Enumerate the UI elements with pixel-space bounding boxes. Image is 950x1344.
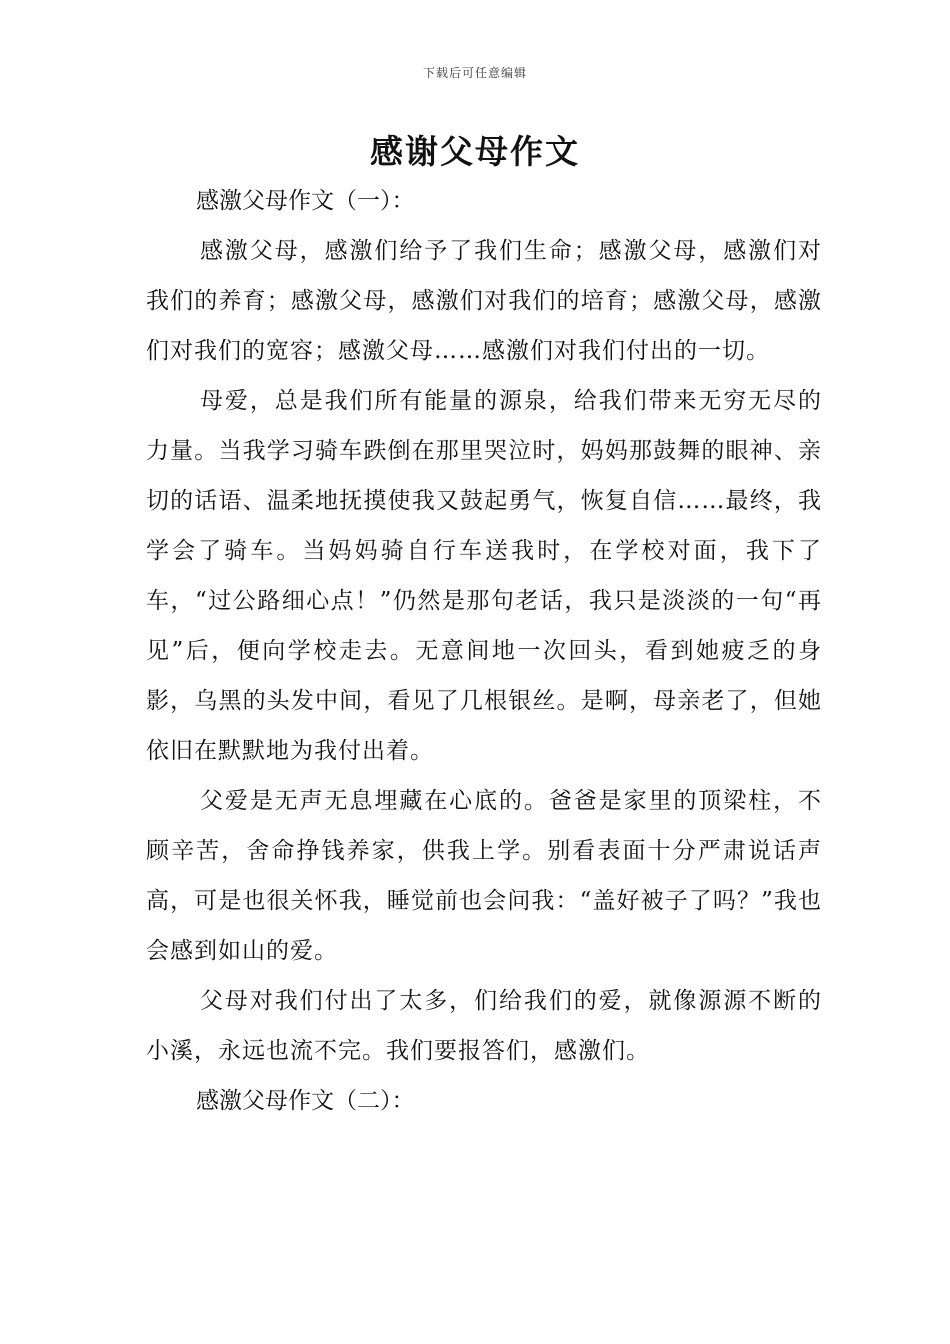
document-title: 感谢父母作文 <box>370 132 580 171</box>
header-note: 下载后可任意编辑 <box>422 66 527 80</box>
paragraph-1: 感激父母，感激们给予了我们生命；感激父母，感激们对我们的养育；感激父母，感激们对我们的培育；感激父母，感激们对我们的宽容；感激父母……感激们对我们付出的一切。 <box>146 238 822 364</box>
paragraph-2: 母爱，总是我们所有能量的源泉，给我们带来无穷无尽的力量。当我学习骑车跌倒在那里哭泣时，妈妈那鼓舞的眼神、亲切的话语、温柔地抚摸使我又鼓起勇气，恢复自信……最终，我学会了骑车。当妈妈骑自行车送我时，在学校对面，我下了车，“过公路细心点！”仍然是那句老话，我只是淡淡的一句“再见”后，便向学校走去。无意间地一次回头，看到她疲乏的身影，乌黑的头发中间，看见了几根银丝。是啊，母亲老了，但她依旧在默默地为我付出着。 <box>146 388 822 764</box>
paragraph-3: 父爱是无声无息埋藏在心底的。爸爸是家里的顶梁柱，不顾辛苦，舍命挣钱养家，供我上学。别看表面十分严肃说话声高，可是也很关怀我，睡觉前也会问我：“盖好被子了吗？”我也会感到如山的爱。 <box>146 788 822 964</box>
section-heading-1: 感激父母作文（一）： <box>196 188 415 214</box>
paragraph-4: 父母对我们付出了太多，们给我们的爱，就像源源不断的小溪，永远也流不完。我们要报答们，感激们。 <box>146 988 822 1064</box>
section-heading-2: 感激父母作文（二）： <box>196 1088 415 1114</box>
document-body <box>146 176 822 1126</box>
